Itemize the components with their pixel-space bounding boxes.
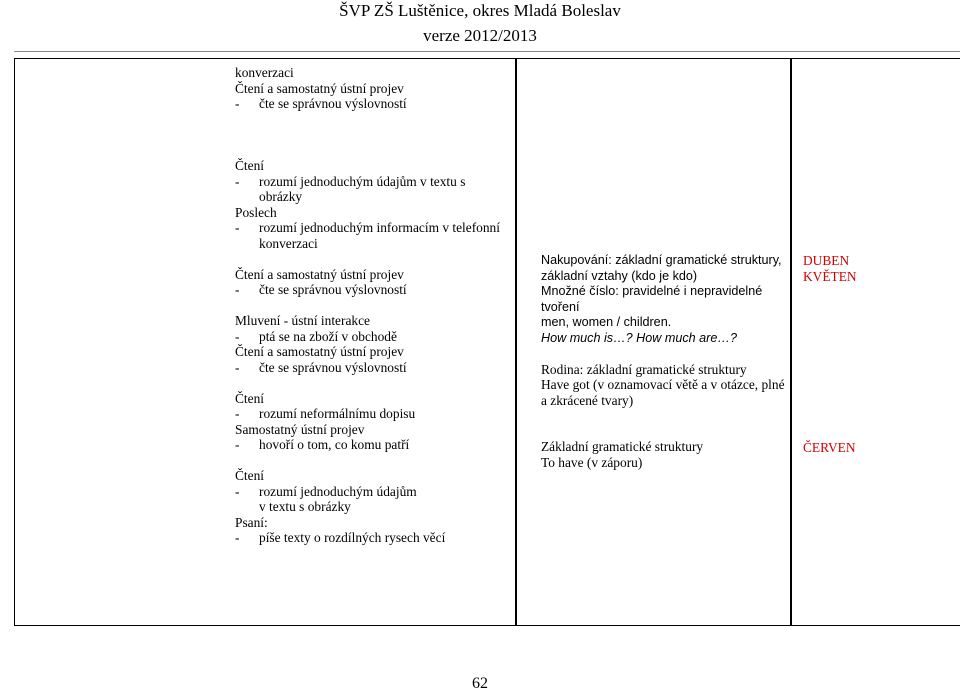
outcome-text: hovoří o tom, co komu patří [259,437,410,452]
header-divider [14,51,960,52]
spacer [235,298,404,314]
spacer [541,408,785,424]
topic-text: To have (v záporu) [541,454,643,470]
outcome-item [235,282,407,298]
topic-text: men, women / children. [541,315,672,329]
outcome-text: čte se správnou výslovností [259,96,407,111]
topic-text: Základní gramatické struktury [541,439,704,454]
topic-text: Nakupování: základní gramatické struktury, [541,253,782,267]
spacer [541,346,785,362]
section-heading: Čtení [235,468,265,483]
dash-marker: - [235,359,240,375]
spacer [235,251,404,267]
outcome-text: ptá se na zboží v obchodě [259,328,397,344]
dash-marker: - [235,406,240,421]
month-label: DUBEN [803,253,850,268]
outcome-item [235,437,410,453]
topic-text: základní vztahy (kdo je kdo) [541,268,698,283]
curriculum-table [14,58,960,626]
topic-text: How much is…? How much are…? [541,330,737,345]
months-block [803,440,856,456]
outcome-item [235,173,466,190]
section-heading: Čtení a samostatný ústní projev [235,344,404,359]
outcome-text-cont: obrázky [259,189,303,204]
spacer [235,375,404,391]
outcome-text: čte se správnou výslovností [259,282,407,297]
page-number: 62 [472,675,488,692]
section-heading: Čtení [235,390,265,406]
spacer [541,424,785,440]
outcome-item [235,220,500,236]
outcome-item [235,483,417,500]
outcome-text-cont: konverzaci [259,235,318,251]
dash-marker: - [235,220,240,235]
dash-marker: - [235,328,240,344]
months-block [803,253,857,284]
outcome-item [235,96,407,112]
topic-text: Množné číslo: pravidelné i nepravidelné [541,284,763,298]
document-title: ŠVP ZŠ Luštěnice, okres Mladá Boleslav [339,1,621,20]
dash-marker: - [235,483,240,499]
topic-text: Rodina: základní gramatické struktury [541,361,747,377]
dash-marker: - [235,530,240,545]
month-label: ČERVEN [803,440,856,455]
outcome-item [235,406,416,422]
outcome-item [235,329,404,345]
outcomes-block-top [235,65,407,112]
outcome-text: rozumí jednoduchým údajům v textu s [259,173,466,189]
outcome-text: čte se správnou výslovností [259,359,407,375]
outcome-text: píše texty o rozdílných rysech věcí [259,530,446,545]
dash-marker: - [235,173,240,189]
spacer [235,453,404,469]
outcomes-block-main [235,158,500,546]
topics-block [541,253,785,470]
document-version: verze 2012/2013 [423,26,537,45]
outcome-text-cont: v textu s obrázky [259,499,351,514]
section-heading: Čtení [235,158,265,173]
outcome-text: rozumí jednoduchým údajům [259,483,417,499]
column-divider-1 [515,58,517,626]
section-heading: Psaní: [235,514,268,530]
dash-marker: - [235,96,240,111]
section-heading: Samostatný ústní projev [235,421,365,437]
section-heading: Poslech [235,204,277,220]
section-heading: Mluvení - ústní interakce [235,313,370,328]
month-label: KVĚTEN [803,268,857,284]
outcome-text: konverzaci [235,65,294,80]
outcome-text: rozumí jednoduchým informacím v telefonní [259,220,500,235]
outcome-item [235,530,446,546]
section-heading: Čtení a samostatný ústní projev [235,80,404,96]
topic-text: Have got (v oznamovací větě a v otázce, plné [541,377,785,392]
outcome-text: rozumí neformálnímu dopisu [259,406,416,421]
outcome-item [235,359,407,376]
topic-text: a zkrácené tvary) [541,392,634,408]
dash-marker: - [235,282,240,297]
section-heading: Čtení a samostatný ústní projev [235,266,404,282]
column-divider-2 [790,58,792,626]
dash-marker: - [235,437,240,452]
topic-text: tvoření [541,299,580,314]
